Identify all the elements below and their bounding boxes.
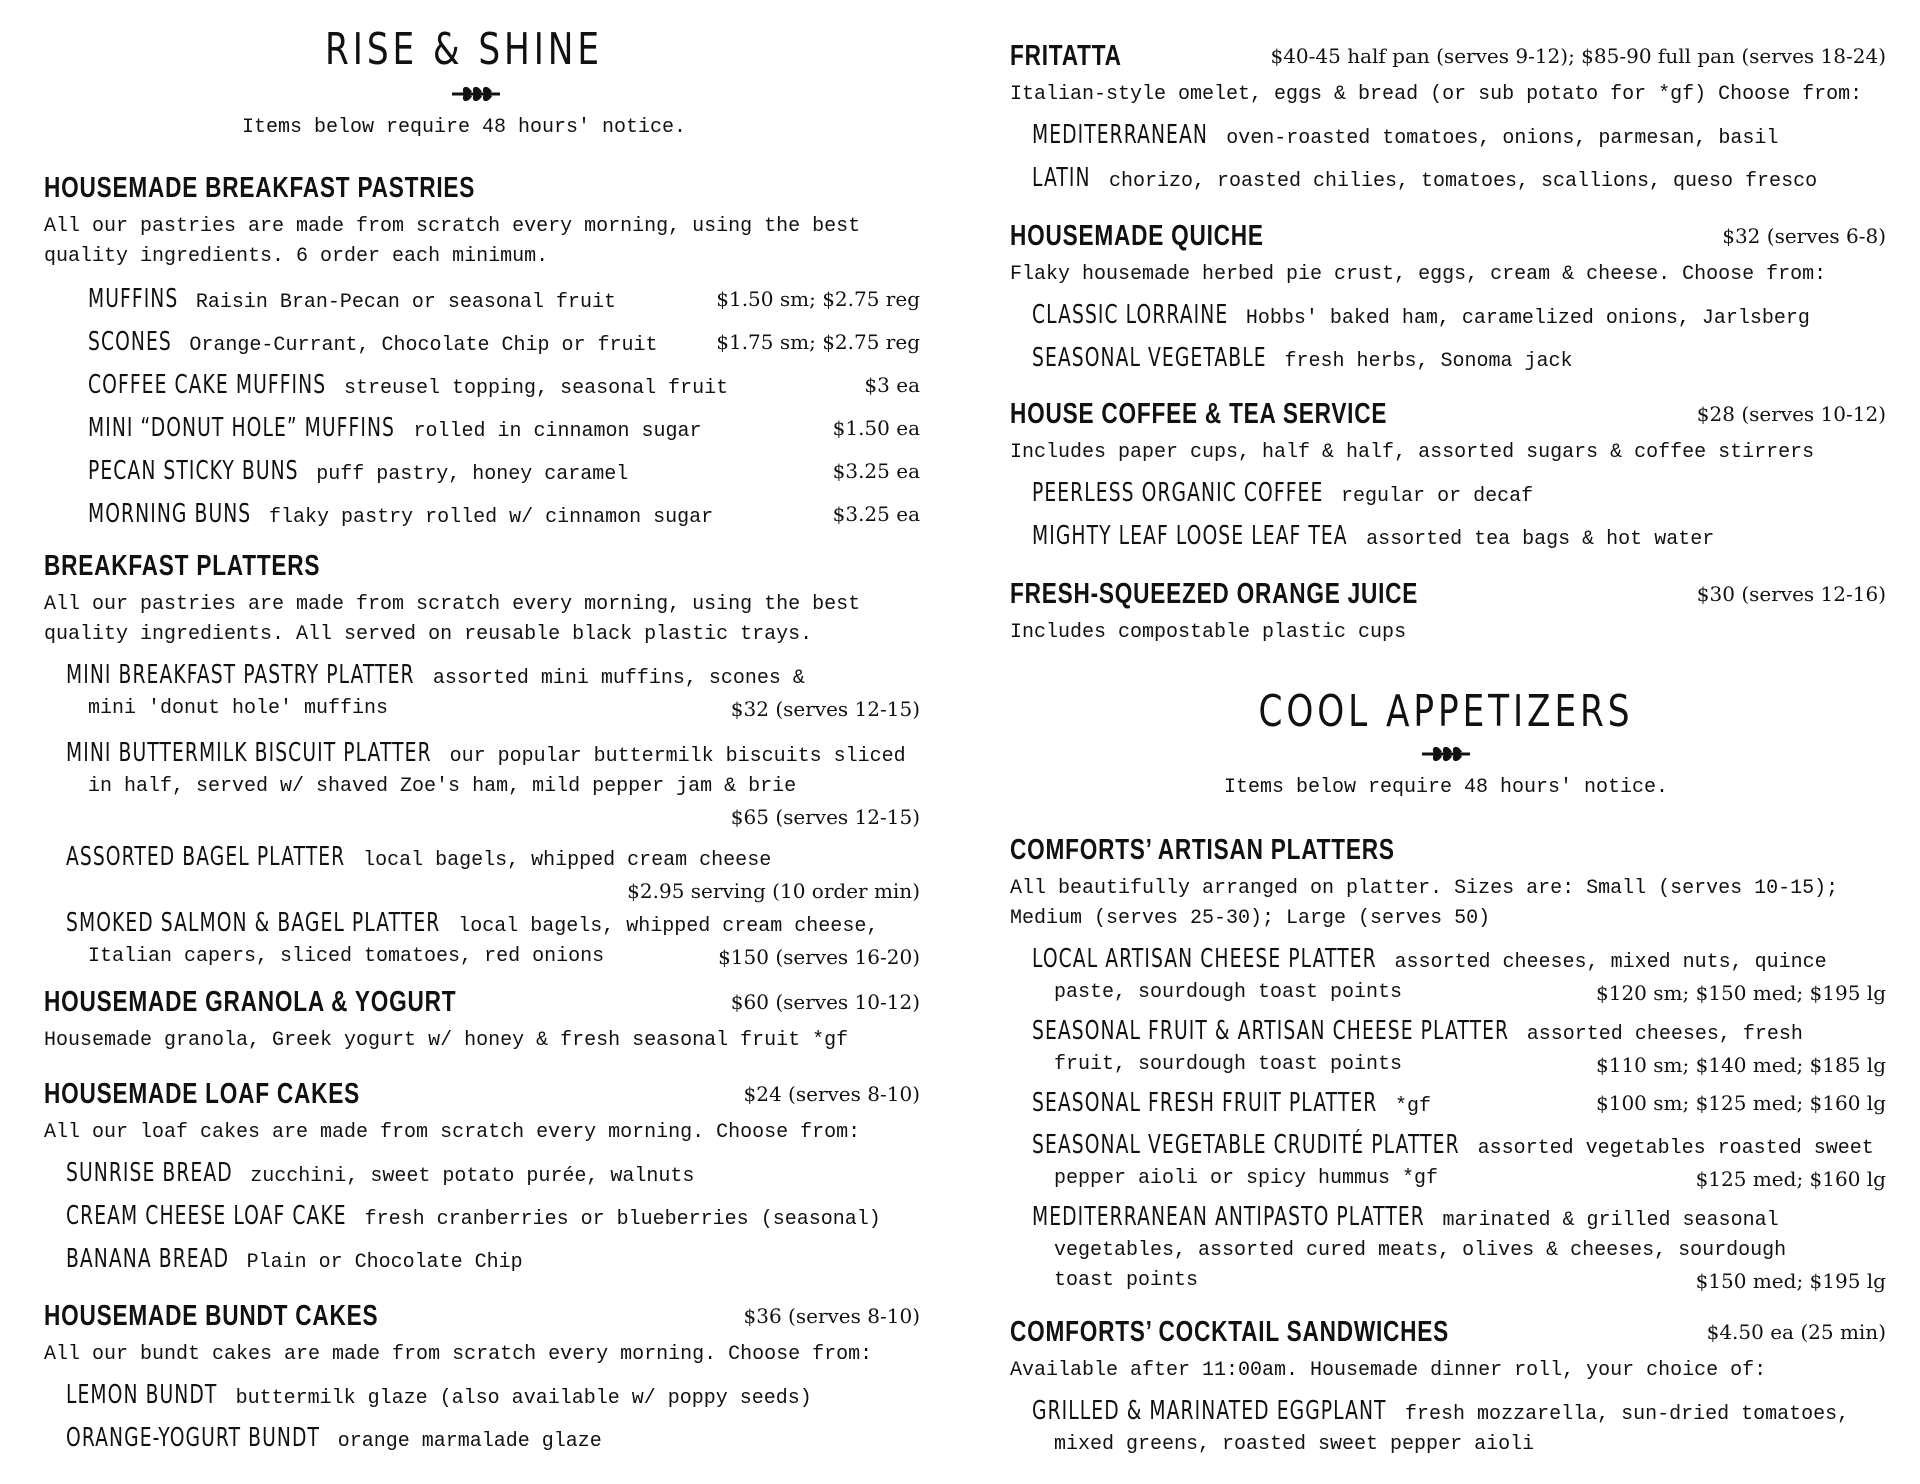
item-price: $125 med; $160 lg bbox=[1695, 1167, 1886, 1191]
cocktail-section bbox=[1010, 1316, 1886, 1460]
item-desc: regular or decaf bbox=[1341, 485, 1534, 508]
item-desc: *gf bbox=[1394, 1095, 1431, 1118]
platters-title: BREAKFAST PLATTERS bbox=[44, 550, 321, 582]
item-desc: Orange-Currant, Chocolate Chip or fruit bbox=[189, 334, 658, 357]
menu-item bbox=[1032, 343, 1886, 386]
item-name: MEDITERRANEAN bbox=[1032, 120, 1208, 150]
item-name: SUNRISE BREAD bbox=[66, 1158, 233, 1188]
granola-title: HOUSEMADE GRANOLA & YOGURT bbox=[44, 986, 457, 1018]
item-name: MORNING BUNS bbox=[88, 499, 252, 529]
item-desc-line2: fruit, sourdough toast points bbox=[1054, 1053, 1403, 1076]
item-name: SEASONAL FRUIT & ARTISAN CHEESE PLATTER bbox=[1032, 1016, 1510, 1046]
item-price: $150 (serves 16-20) bbox=[718, 945, 920, 969]
item-desc-line3: toast points bbox=[1054, 1269, 1199, 1292]
item-desc: Raisin Bran-Pecan or seasonal fruit bbox=[195, 291, 616, 314]
quiche-price: $32 (serves 6-8) bbox=[1722, 224, 1886, 248]
item-desc: Hobbs' baked ham, caramelized onions, Jarlsberg bbox=[1245, 307, 1810, 330]
coffee-desc: Includes paper cups, half & half, assorted sugars & coffee stirrers bbox=[1010, 441, 1815, 464]
quiche-title: HOUSEMADE QUICHE bbox=[1010, 220, 1264, 252]
pastries-section bbox=[44, 172, 920, 542]
item-price: $150 med; $195 lg bbox=[1695, 1269, 1886, 1293]
rise-notice: Items below require 48 hours' notice. bbox=[241, 116, 687, 139]
item-desc-line2: Italian capers, sliced tomatoes, red onions bbox=[88, 945, 605, 968]
item-desc: local bagels, whipped cream cheese, bbox=[458, 915, 879, 938]
menu-item bbox=[1032, 1088, 1886, 1130]
item-desc-line2: mixed greens, roasted sweet pepper aioli bbox=[1054, 1433, 1535, 1456]
item-name: CREAM CHEESE LOAF CAKE bbox=[66, 1201, 347, 1231]
platters-desc-2: quality ingredients. All served on reusable black plastic trays. bbox=[44, 623, 813, 646]
item-name: GRILLED & MARINATED EGGPLANT bbox=[1032, 1396, 1387, 1426]
item-desc: streusel topping, seasonal fruit bbox=[344, 377, 729, 400]
menu-item bbox=[66, 842, 920, 908]
item-name: MINI BUTTERMILK BISCUIT PLATTER bbox=[66, 738, 432, 768]
menu-item bbox=[1032, 1396, 1886, 1460]
menu-item bbox=[88, 499, 920, 542]
item-name: MINI “DONUT HOLE” MUFFINS bbox=[88, 413, 396, 443]
loaf-title: HOUSEMADE LOAF CAKES bbox=[44, 1078, 360, 1110]
item-name: SEASONAL VEGETABLE CRUDITÉ PLATTER bbox=[1032, 1130, 1460, 1160]
item-name: PEERLESS ORGANIC COFFEE bbox=[1032, 478, 1324, 508]
cocktail-title: COMFORTS’ COCKTAIL SANDWICHES bbox=[1010, 1316, 1449, 1348]
platters-desc-1: All our pastries are made from scratch every morning, using the best bbox=[44, 593, 861, 616]
rise-shine-title: RISE & SHINE bbox=[325, 24, 603, 75]
item-name: ASSORTED BAGEL PLATTER bbox=[66, 842, 346, 872]
artisan-desc-2: Medium (serves 25-30); Large (serves 50) bbox=[1010, 907, 1491, 930]
item-desc: fresh mozzarella, sun-dried tomatoes, bbox=[1405, 1403, 1850, 1426]
item-desc: oven-roasted tomatoes, onions, parmesan, basil bbox=[1226, 127, 1779, 150]
item-desc: rolled in cinnamon sugar bbox=[413, 420, 702, 443]
item-name: LEMON BUNDT bbox=[66, 1380, 218, 1410]
artisan-desc-1: All beautifully arranged on platter. Sizes are: Small (serves 10-15); bbox=[1010, 877, 1839, 900]
menu-item bbox=[66, 1380, 920, 1423]
item-name: ORANGE-YOGURT BUNDT bbox=[66, 1423, 320, 1453]
menu-item bbox=[88, 284, 920, 327]
menu-item bbox=[66, 738, 920, 842]
item-price: $120 sm; $150 med; $195 lg bbox=[1596, 981, 1886, 1005]
item-price: $1.50 ea bbox=[832, 416, 920, 440]
oj-price: $30 (serves 12-16) bbox=[1696, 582, 1886, 606]
item-desc: assorted tea bags & hot water bbox=[1366, 528, 1715, 551]
item-name: PECAN STICKY BUNS bbox=[88, 456, 299, 486]
coffee-title: HOUSE COFFEE & TEA SERVICE bbox=[1010, 398, 1388, 430]
cocktail-price: $4.50 ea (25 min) bbox=[1706, 1320, 1886, 1344]
cool-appetizers-title: COOL APPETIZERS bbox=[1258, 686, 1634, 737]
artisan-title: COMFORTS’ ARTISAN PLATTERS bbox=[1010, 834, 1395, 866]
item-desc: assorted mini muffins, scones & bbox=[432, 667, 805, 690]
item-name: CLASSIC LORRAINE bbox=[1032, 300, 1229, 330]
item-desc: puff pastry, honey caramel bbox=[316, 463, 629, 486]
menu-item bbox=[1032, 521, 1886, 564]
item-desc-line2: pepper aioli or spicy hummus *gf bbox=[1054, 1167, 1439, 1190]
item-price: $32 (serves 12-15) bbox=[730, 697, 920, 721]
item-desc: chorizo, roasted chilies, tomatoes, scallions, queso fresco bbox=[1108, 170, 1818, 193]
item-price: $1.75 sm; $2.75 reg bbox=[716, 330, 920, 354]
menu-item bbox=[66, 1158, 920, 1201]
item-name: MEDITERRANEAN ANTIPASTO PLATTER bbox=[1032, 1202, 1425, 1232]
menu-item bbox=[1032, 163, 1886, 206]
oj-section bbox=[1010, 578, 1886, 648]
item-name: SCONES bbox=[88, 327, 172, 357]
pastries-title: HOUSEMADE BREAKFAST PASTRIES bbox=[44, 172, 476, 204]
item-desc: assorted cheeses, fresh bbox=[1526, 1023, 1803, 1046]
wheat-leaf-icon bbox=[450, 82, 502, 106]
fritatta-section bbox=[1010, 40, 1886, 206]
menu-item bbox=[1032, 478, 1886, 521]
item-name: MINI BREAKFAST PASTRY PLATTER bbox=[66, 660, 415, 690]
pastries-desc-1: All our pastries are made from scratch every morning, using the best bbox=[44, 215, 861, 238]
granola-desc: Housemade granola, Greek yogurt w/ honey & fresh seasonal fruit *gf bbox=[44, 1029, 849, 1052]
item-price: $2.95 serving (10 order min) bbox=[627, 879, 920, 903]
item-name: MIGHTY LEAF LOOSE LEAF TEA bbox=[1032, 521, 1348, 551]
bundt-section bbox=[44, 1300, 920, 1466]
menu-item bbox=[88, 413, 920, 456]
menu-item bbox=[66, 1244, 920, 1287]
platters-section bbox=[44, 550, 920, 974]
item-name: SEASONAL VEGETABLE bbox=[1032, 343, 1267, 373]
menu-item bbox=[66, 908, 920, 974]
item-desc: flaky pastry rolled w/ cinnamon sugar bbox=[269, 506, 714, 529]
menu-item bbox=[1032, 120, 1886, 163]
menu-item bbox=[88, 370, 920, 413]
item-name: LOCAL ARTISAN CHEESE PLATTER bbox=[1032, 944, 1377, 974]
menu-item bbox=[1032, 1202, 1886, 1302]
fritatta-price: $40-45 half pan (serves 9-12); $85-90 full pan (serves 18-24) bbox=[1270, 44, 1886, 68]
fritatta-title: FRITATTA bbox=[1010, 40, 1122, 72]
cocktail-desc: Available after 11:00am. Housemade dinner roll, your choice of: bbox=[1010, 1359, 1767, 1382]
item-price: $65 (serves 12-15) bbox=[730, 805, 920, 829]
loaf-price: $24 (serves 8-10) bbox=[743, 1082, 920, 1106]
item-price: $1.50 sm; $2.75 reg bbox=[716, 287, 920, 311]
menu-item bbox=[66, 1423, 920, 1466]
item-desc: orange marmalade glaze bbox=[337, 1430, 602, 1453]
item-name: BANANA BREAD bbox=[66, 1244, 230, 1274]
coffee-price: $28 (serves 10-12) bbox=[1696, 402, 1886, 426]
item-price: $3.25 ea bbox=[832, 459, 920, 483]
item-name: SMOKED SALMON & BAGEL PLATTER bbox=[66, 908, 441, 938]
granola-price: $60 (serves 10-12) bbox=[730, 990, 920, 1014]
granola-section bbox=[44, 986, 920, 1056]
item-desc-line2: mini 'donut hole' muffins bbox=[88, 697, 389, 720]
loaf-section bbox=[44, 1078, 920, 1287]
bundt-price: $36 (serves 8-10) bbox=[743, 1304, 920, 1328]
item-desc: local bagels, whipped cream cheese bbox=[363, 849, 772, 872]
oj-title: FRESH-SQUEEZED ORANGE JUICE bbox=[1010, 578, 1419, 610]
menu-item bbox=[88, 327, 920, 370]
cool-notice: Items below require 48 hours' notice. bbox=[1223, 776, 1669, 799]
item-desc-line2: paste, sourdough toast points bbox=[1054, 981, 1403, 1004]
bundt-title: HOUSEMADE BUNDT CAKES bbox=[44, 1300, 379, 1332]
wheat-leaf-icon bbox=[1420, 742, 1472, 766]
item-name: COFFEE CAKE MUFFINS bbox=[88, 370, 327, 400]
menu-item bbox=[66, 660, 920, 738]
item-name: LATIN bbox=[1032, 163, 1091, 193]
item-desc: marinated & grilled seasonal bbox=[1442, 1209, 1779, 1232]
menu-item bbox=[1032, 1016, 1886, 1088]
item-desc-line2: in half, served w/ shaved Zoe's ham, mild pepper jam & brie bbox=[88, 775, 797, 798]
item-price: $3 ea bbox=[864, 373, 920, 397]
item-desc: our popular buttermilk biscuits sliced bbox=[449, 745, 906, 768]
oj-desc: Includes compostable plastic cups bbox=[1010, 621, 1407, 644]
item-desc: assorted cheeses, mixed nuts, quince bbox=[1394, 951, 1827, 974]
item-desc: Plain or Chocolate Chip bbox=[246, 1251, 523, 1274]
loaf-desc: All our loaf cakes are made from scratch every morning. Choose from: bbox=[44, 1121, 861, 1144]
item-name: MUFFINS bbox=[88, 284, 179, 314]
item-price: $110 sm; $140 med; $185 lg bbox=[1596, 1053, 1886, 1077]
item-price: $3.25 ea bbox=[832, 502, 920, 526]
item-desc: buttermilk glaze (also available w/ poppy seeds) bbox=[235, 1387, 812, 1410]
item-desc: zucchini, sweet potato purée, walnuts bbox=[250, 1165, 695, 1188]
quiche-desc: Flaky housemade herbed pie crust, eggs, cream & cheese. Choose from: bbox=[1010, 263, 1827, 286]
item-price: $100 sm; $125 med; $160 lg bbox=[1596, 1091, 1886, 1115]
quiche-section bbox=[1010, 220, 1886, 386]
coffee-section bbox=[1010, 398, 1886, 564]
bundt-desc: All our bundt cakes are made from scratch every morning. Choose from: bbox=[44, 1343, 873, 1366]
pastries-desc-2: quality ingredients. 6 order each minimum. bbox=[44, 245, 549, 268]
menu-item bbox=[88, 456, 920, 499]
menu-item bbox=[1032, 300, 1886, 343]
fritatta-desc: Italian-style omelet, eggs & bread (or sub potato for *gf) Choose from: bbox=[1010, 83, 1863, 106]
menu-item bbox=[1032, 1130, 1886, 1202]
artisan-section bbox=[1010, 834, 1886, 1302]
item-desc: fresh cranberries or blueberries (seasonal) bbox=[364, 1208, 881, 1231]
item-desc: fresh herbs, Sonoma jack bbox=[1284, 350, 1573, 373]
item-desc-line2: vegetables, assorted cured meats, olives & cheeses, sourdough bbox=[1054, 1239, 1787, 1262]
item-desc: assorted vegetables roasted sweet bbox=[1477, 1137, 1874, 1160]
menu-item bbox=[1032, 944, 1886, 1016]
menu-item bbox=[66, 1201, 920, 1244]
item-name: SEASONAL FRESH FRUIT PLATTER bbox=[1032, 1088, 1378, 1118]
